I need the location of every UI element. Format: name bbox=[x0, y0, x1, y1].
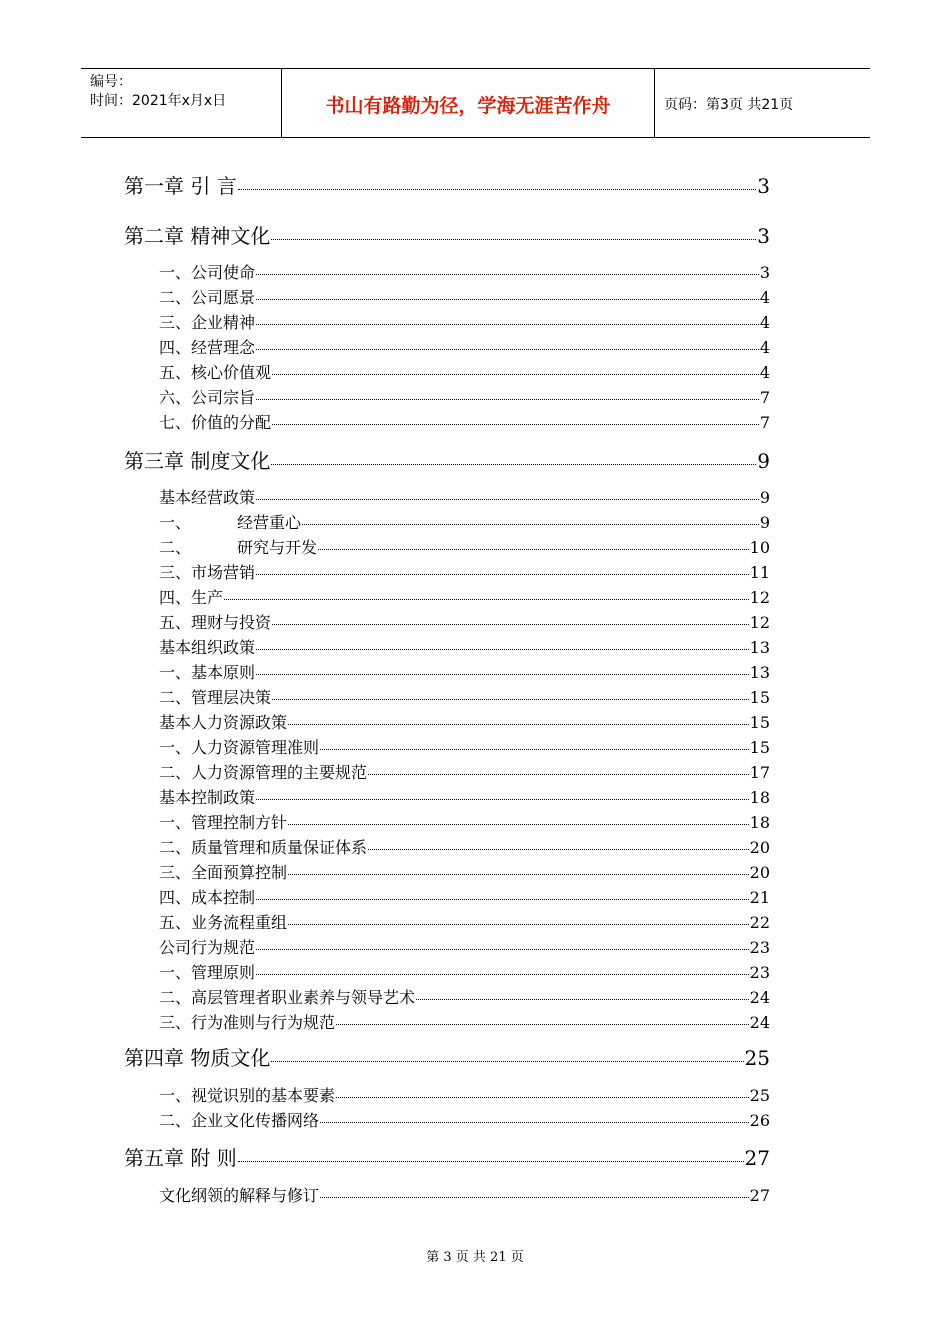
toc-dot-leader bbox=[271, 239, 756, 240]
toc-dot-leader bbox=[320, 1197, 749, 1198]
toc-entry-title: 二、质量管理和质量保证体系 bbox=[159, 838, 368, 857]
toc-entry-title: 二、企业文化传播网络 bbox=[159, 1111, 320, 1130]
toc-dot-leader bbox=[256, 574, 749, 575]
toc-entry-title: 三、全面预算控制 bbox=[159, 863, 288, 882]
toc-entry-title-text: 经营重心 bbox=[237, 513, 302, 532]
toc-entry-page: 24 bbox=[749, 1013, 770, 1032]
toc-entry-title: 五、理财与投资 bbox=[159, 613, 272, 632]
toc-section-entry[interactable] bbox=[159, 860, 770, 883]
toc-entry-page: 20 bbox=[749, 863, 770, 882]
toc-entry-page: 23 bbox=[749, 938, 770, 957]
toc-entry-title: 一、人力资源管理准则 bbox=[159, 738, 320, 757]
toc-dot-leader bbox=[256, 799, 749, 800]
toc-entry-page: 17 bbox=[749, 763, 770, 782]
toc-entry-page: 4 bbox=[759, 313, 770, 332]
toc-entry-page: 26 bbox=[749, 1111, 770, 1130]
toc-section-entry[interactable] bbox=[159, 360, 770, 383]
toc-section-entry[interactable] bbox=[159, 785, 770, 808]
toc-entry-page: 4 bbox=[759, 363, 770, 382]
toc-section-entry[interactable] bbox=[159, 660, 770, 683]
toc-dot-leader bbox=[256, 324, 759, 325]
toc-entry-page: 22 bbox=[749, 913, 770, 932]
toc-dot-leader bbox=[336, 1097, 749, 1098]
toc-entry-title: 第二章 精神文化 bbox=[124, 224, 271, 248]
toc-entry-page: 25 bbox=[744, 1046, 770, 1070]
toc-dot-leader bbox=[288, 824, 749, 825]
toc-section-entry[interactable] bbox=[159, 1183, 770, 1206]
toc-entry-page: 15 bbox=[749, 713, 770, 732]
toc-entry-page: 18 bbox=[749, 788, 770, 807]
header-info-cell bbox=[81, 69, 282, 137]
toc-entry-page: 18 bbox=[749, 813, 770, 832]
toc-section-entry[interactable] bbox=[159, 285, 770, 308]
toc-dot-leader bbox=[320, 749, 749, 750]
toc-section-entry[interactable] bbox=[159, 635, 770, 658]
toc-dot-leader bbox=[272, 699, 749, 700]
toc-dot-leader bbox=[272, 424, 759, 425]
toc-section-entry[interactable] bbox=[159, 1108, 770, 1131]
header-motto: 书山有路勤为径，学海无涯苦作舟 bbox=[325, 95, 611, 117]
toc-dot-leader bbox=[256, 674, 749, 675]
toc-entry-title: 第四章 物质文化 bbox=[124, 1046, 271, 1070]
toc-entry-page: 4 bbox=[759, 338, 770, 357]
toc-entry-page: 12 bbox=[749, 588, 770, 607]
toc-dot-leader bbox=[368, 774, 749, 775]
toc-entry-title: 一、管理原则 bbox=[159, 963, 256, 982]
toc-entry-title: 基本经营政策 bbox=[159, 488, 256, 507]
toc-entry-title: 三、企业精神 bbox=[159, 313, 256, 332]
toc-section-entry[interactable] bbox=[159, 985, 770, 1008]
toc-entry-page: 10 bbox=[749, 538, 770, 557]
toc-dot-leader bbox=[271, 1061, 743, 1062]
toc-dot-leader bbox=[256, 349, 759, 350]
toc-dot-leader bbox=[336, 1024, 749, 1025]
toc-dot-leader bbox=[288, 924, 749, 925]
toc-section-entry[interactable] bbox=[159, 810, 770, 833]
toc-section-entry[interactable] bbox=[159, 535, 770, 558]
toc-entry-title: 五、业务流程重组 bbox=[159, 913, 288, 932]
toc-entry-page: 24 bbox=[749, 988, 770, 1007]
toc-section-entry[interactable] bbox=[159, 335, 770, 358]
toc-dot-leader bbox=[320, 1122, 749, 1123]
toc-entry-title: 六、公司宗旨 bbox=[159, 388, 256, 407]
toc-section-entry[interactable] bbox=[159, 760, 770, 783]
toc-dot-leader bbox=[256, 974, 749, 975]
toc-entry-title: 四、成本控制 bbox=[159, 888, 256, 907]
toc-entry-title: 第三章 制度文化 bbox=[124, 449, 271, 473]
toc-section-entry[interactable] bbox=[159, 385, 770, 408]
toc-entry-title: 三、市场营销 bbox=[159, 563, 256, 582]
toc-entry-page: 27 bbox=[749, 1186, 770, 1205]
toc-section-entry[interactable] bbox=[159, 585, 770, 608]
toc-entry-page: 9 bbox=[757, 449, 770, 473]
toc-entry-page: 15 bbox=[749, 738, 770, 757]
toc-chapter-entry[interactable] bbox=[124, 170, 770, 199]
toc-entry-page: 7 bbox=[759, 388, 770, 407]
toc-entry-page: 9 bbox=[759, 513, 770, 532]
toc-dot-leader bbox=[256, 299, 759, 300]
toc-entry-page: 7 bbox=[759, 413, 770, 432]
toc-section-entry[interactable] bbox=[159, 685, 770, 708]
toc-dot-leader bbox=[256, 399, 759, 400]
toc-dot-leader bbox=[272, 624, 749, 625]
page-header bbox=[81, 68, 870, 138]
toc-entry-title: 五、核心价值观 bbox=[159, 363, 272, 382]
toc-entry-title-text: 研究与开发 bbox=[237, 538, 318, 557]
document-time-label: 时间：2021年x月x日 bbox=[90, 93, 227, 109]
toc-entry-page: 27 bbox=[744, 1146, 770, 1170]
toc-entry-title: 第一章 引 言 bbox=[124, 174, 237, 198]
toc-entry-page: 23 bbox=[749, 963, 770, 982]
toc-entry-page: 13 bbox=[749, 638, 770, 657]
toc-section-entry[interactable] bbox=[159, 560, 770, 583]
toc-entry-page: 9 bbox=[759, 488, 770, 507]
toc-entry-page: 3 bbox=[757, 174, 770, 198]
toc-section-entry[interactable] bbox=[159, 485, 770, 508]
toc-chapter-entry[interactable] bbox=[124, 1142, 770, 1171]
toc-section-entry[interactable] bbox=[159, 885, 770, 908]
toc-entry-title: 一、公司使命 bbox=[159, 263, 256, 282]
toc-dot-leader bbox=[288, 724, 749, 725]
toc-entry-page: 3 bbox=[759, 263, 770, 282]
header-page-number: 页码：第3页 共21页 bbox=[664, 97, 794, 113]
toc-dot-leader bbox=[288, 874, 749, 875]
toc-entry-page: 12 bbox=[749, 613, 770, 632]
toc-dot-leader bbox=[302, 524, 759, 525]
toc-entry-title: 一、 bbox=[159, 513, 192, 532]
toc-entry-title: 七、价值的分配 bbox=[159, 413, 272, 432]
toc-entry-title: 二、 bbox=[159, 538, 192, 557]
toc-entry-title: 一、基本原则 bbox=[159, 663, 256, 682]
toc-dot-leader bbox=[238, 1161, 744, 1162]
toc-entry-title: 三、行为准则与行为规范 bbox=[159, 1013, 336, 1032]
toc-entry-page: 3 bbox=[757, 224, 770, 248]
header-motto-cell bbox=[282, 69, 655, 137]
toc-dot-leader bbox=[256, 649, 749, 650]
toc-dot-leader bbox=[368, 849, 749, 850]
toc-dot-leader bbox=[224, 599, 749, 600]
toc-section-entry[interactable] bbox=[159, 710, 770, 733]
toc-section-entry[interactable] bbox=[159, 1010, 770, 1033]
header-page-cell bbox=[655, 69, 870, 137]
toc-section-entry[interactable] bbox=[159, 610, 770, 633]
toc-chapter-entry[interactable] bbox=[124, 220, 770, 249]
toc-entry-page: 4 bbox=[759, 288, 770, 307]
toc-dot-leader bbox=[238, 189, 757, 190]
toc-dot-leader bbox=[256, 899, 749, 900]
toc-entry-page: 13 bbox=[749, 663, 770, 682]
toc-entry-title: 基本控制政策 bbox=[159, 788, 256, 807]
toc-chapter-entry[interactable] bbox=[124, 445, 770, 474]
toc-entry-page: 21 bbox=[749, 888, 770, 907]
toc-section-entry[interactable] bbox=[159, 310, 770, 333]
toc-entry-title: 基本组织政策 bbox=[159, 638, 256, 657]
toc-section-entry[interactable] bbox=[159, 735, 770, 758]
toc-dot-leader bbox=[416, 999, 749, 1000]
toc-entry-title: 一、管理控制方针 bbox=[159, 813, 288, 832]
document-number-label: 编号： bbox=[90, 74, 132, 90]
toc-entry-page: 25 bbox=[749, 1086, 770, 1105]
toc-entry-title: 二、管理层决策 bbox=[159, 688, 272, 707]
toc-entry-title: 第五章 附 则 bbox=[124, 1146, 237, 1170]
toc-section-entry[interactable] bbox=[159, 935, 770, 958]
toc-dot-leader bbox=[271, 464, 756, 465]
toc-chapter-entry[interactable] bbox=[124, 1042, 770, 1071]
toc-entry-page: 15 bbox=[749, 688, 770, 707]
toc-section-entry[interactable] bbox=[159, 1083, 770, 1106]
toc-dot-leader bbox=[256, 499, 759, 500]
toc-section-entry[interactable] bbox=[159, 260, 770, 283]
toc-section-entry[interactable] bbox=[159, 910, 770, 933]
toc-entry-title: 二、高层管理者职业素养与领导艺术 bbox=[159, 988, 416, 1007]
toc-section-entry[interactable] bbox=[159, 835, 770, 858]
toc-dot-leader bbox=[318, 549, 749, 550]
toc-entry-title: 二、公司愿景 bbox=[159, 288, 256, 307]
toc-entry-title: 四、经营理念 bbox=[159, 338, 256, 357]
toc-entry-title: 四、生产 bbox=[159, 588, 224, 607]
toc-section-entry[interactable] bbox=[159, 960, 770, 983]
toc-dot-leader bbox=[256, 949, 749, 950]
toc-dot-leader bbox=[256, 274, 759, 275]
toc-entry-title: 一、视觉识别的基本要素 bbox=[159, 1086, 336, 1105]
toc-entry-page: 20 bbox=[749, 838, 770, 857]
toc-entry-title: 文化纲领的解释与修订 bbox=[159, 1186, 320, 1205]
page-footer: 第 3 页 共 21 页 bbox=[426, 1250, 524, 1265]
toc-section-entry[interactable] bbox=[159, 510, 770, 533]
toc-entry-title: 公司行为规范 bbox=[159, 938, 256, 957]
toc-entry-title: 基本人力资源政策 bbox=[159, 713, 288, 732]
toc-entry-page: 11 bbox=[749, 563, 770, 582]
toc-entry-title: 二、人力资源管理的主要规范 bbox=[159, 763, 368, 782]
toc-dot-leader bbox=[272, 374, 759, 375]
toc-section-entry[interactable] bbox=[159, 410, 770, 433]
